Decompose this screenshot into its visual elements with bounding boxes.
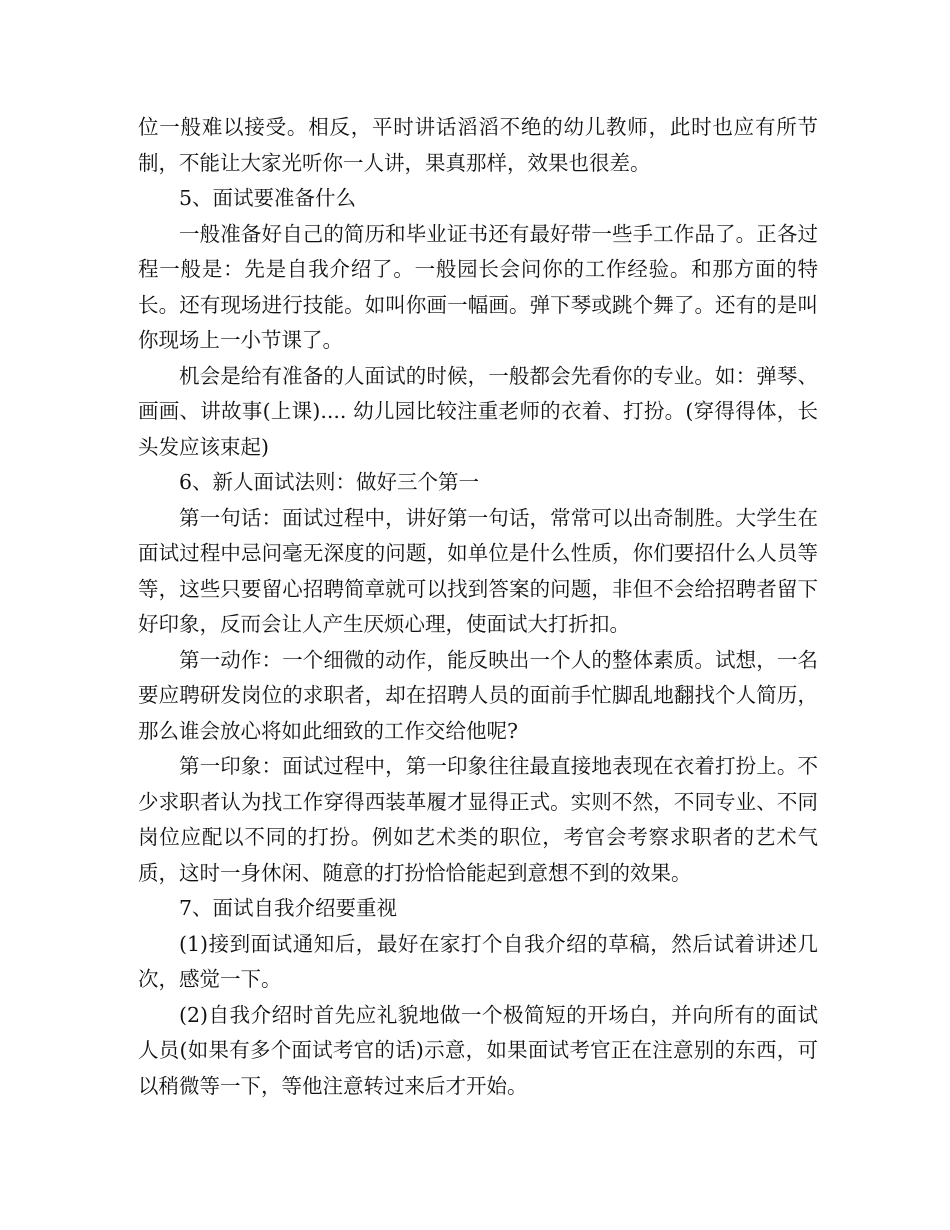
paragraph-first-action: 第一动作：一个细微的动作，能反映出一个人的整体素质。试想，一名要应聘研发岗位的求职者，却在招聘人员的面前手忙脚乱地翻找个人简历，那么谁会放心将如此细致的工作交给他呢?	[138, 647, 818, 743]
paragraph-first-sentence: 第一句话：面试过程中，讲好第一句话，常常可以出奇制胜。大学生在面试过程中忌问毫无深度的问题，如单位是什么性质，你们要招什么人员等等，这些只要留心招聘简章就可以找到答案的问题，非但不会给招聘者留下好印象，反而会让人产生厌烦心理，使面试大打折扣。	[138, 505, 818, 636]
paragraph-first-impression: 第一印象：面试过程中，第一印象往往最直接地表现在衣着打扮上。不少求职者认为找工作穿得西装革履才显得正式。实则不然，不同专业、不同岗位应配以不同的打扮。例如艺术类的职位，考官会考察求职者的艺术气质，这时一身休闲、随意的打扮恰恰能起到意想不到的效果。	[138, 754, 818, 885]
paragraph-preparation: 一般准备好自己的简历和毕业证书还有最好带一些手工作品了。正各过程一般是：先是自我介绍了。一般园长会问你的工作经验。和那方面的特长。还有现场进行技能。如叫你画一幅画。弹下琴或跳个舞了。还有的是叫你现场上一小节课了。	[138, 221, 818, 352]
section-heading-6: 6、新人面试法则：做好三个第一	[179, 470, 480, 494]
section-heading-5: 5、面试要准备什么	[179, 186, 357, 210]
paragraph-item-1: (1)接到面试通知后，最好在家打个自我介绍的草稿，然后试着讲述几次，感觉一下。	[138, 931, 818, 991]
section-heading-7: 7、面试自我介绍要重视	[179, 896, 398, 920]
document-page	[138, 110, 818, 1104]
paragraph-continuation: 位一般难以接受。相反，平时讲话滔滔不绝的幼儿教师，此时也应有所节制，不能让大家光听你一人讲，果真那样，效果也很差。	[138, 115, 818, 175]
paragraph-opportunity: 机会是给有准备的人面试的时候，一般都会先看你的专业。如：弹琴、画画、讲故事(上课).... 幼儿园比较注重老师的衣着、打扮。(穿得得体，长头发应该束起)	[138, 363, 818, 459]
paragraph-item-2: (2)自我介绍时首先应礼貌地做一个极简短的开场白，并向所有的面试人员(如果有多个面试考官的话)示意，如果面试考官正在注意别的东西，可以稍微等一下，等他注意转过来后才开始。	[138, 1002, 818, 1098]
